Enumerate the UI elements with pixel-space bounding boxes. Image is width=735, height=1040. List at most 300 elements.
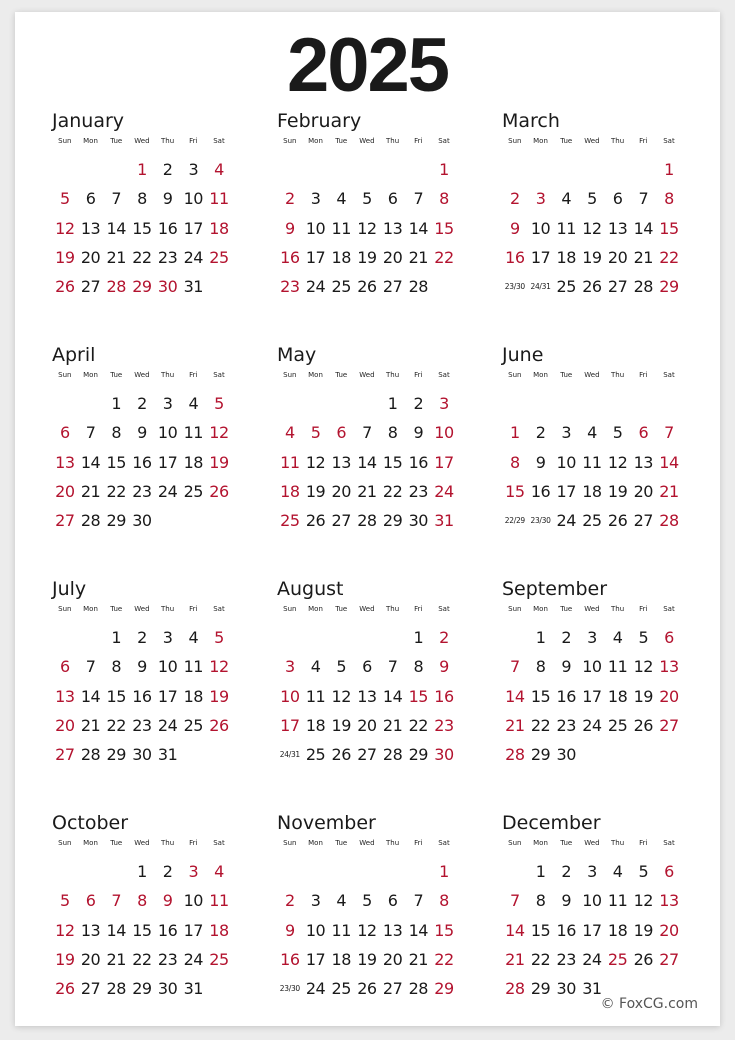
day-cell: 17 bbox=[280, 715, 300, 735]
week-row bbox=[52, 243, 234, 272]
month-march bbox=[502, 110, 684, 301]
day-cell: 28 bbox=[106, 979, 126, 999]
day-cell: 28 bbox=[505, 979, 525, 999]
day-cell: 10 bbox=[183, 891, 203, 911]
day-cell: 12 bbox=[633, 891, 653, 911]
weekday-label: Tue bbox=[560, 605, 573, 613]
day-cell: 3 bbox=[310, 891, 321, 911]
day-cell: 27 bbox=[357, 745, 377, 765]
day-cell: 8 bbox=[439, 189, 449, 209]
day-cell: 11 bbox=[183, 423, 203, 443]
day-cell: 10 bbox=[556, 452, 576, 472]
day-cell: 1 bbox=[535, 628, 546, 647]
empty-cell bbox=[405, 155, 431, 184]
weekday-label: Fri bbox=[414, 371, 423, 379]
day-cell: 23 bbox=[157, 247, 178, 267]
day-cell: 23 bbox=[408, 481, 428, 501]
month-name: December bbox=[502, 812, 601, 834]
day-cell: 19 bbox=[357, 247, 377, 267]
day-cell: 26 bbox=[357, 277, 377, 297]
weekday-label: Sun bbox=[58, 839, 72, 847]
week-row bbox=[52, 418, 234, 447]
empty-cell bbox=[431, 272, 457, 301]
empty-cell bbox=[528, 389, 554, 418]
day-cell: 19 bbox=[209, 686, 229, 706]
day-cell: 5 bbox=[336, 657, 347, 677]
day-cell: 12 bbox=[357, 218, 377, 238]
weekday-label: Sat bbox=[213, 605, 225, 613]
day-cell: 30 bbox=[556, 745, 576, 765]
day-cell: 11 bbox=[607, 891, 628, 911]
day-cell: 15 bbox=[106, 686, 126, 706]
day-cell: 7 bbox=[111, 189, 122, 209]
weekday-label: Wed bbox=[134, 371, 150, 379]
day-cell: 21 bbox=[357, 481, 377, 501]
day-cell: 20 bbox=[607, 247, 628, 267]
day-cell: 14 bbox=[80, 686, 101, 706]
weekday-header bbox=[52, 603, 234, 615]
day-cell: 28 bbox=[357, 511, 377, 531]
weekday-label: Thu bbox=[161, 371, 175, 379]
day-cell: 28 bbox=[408, 277, 428, 297]
month-name: June bbox=[502, 344, 544, 366]
day-cell: 6 bbox=[664, 862, 674, 881]
weekday-label: Fri bbox=[189, 371, 198, 379]
weekday-header bbox=[277, 603, 459, 615]
day-cell: 17 bbox=[556, 481, 576, 501]
month-name: March bbox=[502, 110, 560, 132]
day-cell: 13 bbox=[331, 452, 351, 472]
weekday-label: Mon bbox=[533, 371, 548, 379]
day-cell: 23/30 bbox=[530, 516, 551, 526]
weekday-label: Sun bbox=[508, 605, 522, 613]
day-cell: 17 bbox=[183, 218, 203, 238]
day-cell: 9 bbox=[285, 218, 295, 238]
week-row bbox=[52, 945, 234, 974]
day-cell: 26 bbox=[633, 715, 653, 735]
day-cell: 17 bbox=[157, 686, 178, 706]
weekday-header bbox=[277, 135, 459, 147]
day-cell: 11 bbox=[331, 218, 351, 238]
day-cell: 20 bbox=[80, 247, 101, 267]
day-cell: 13 bbox=[382, 920, 403, 940]
week-row bbox=[277, 155, 459, 184]
day-cell: 22 bbox=[132, 949, 152, 969]
day-cell: 24 bbox=[556, 511, 576, 531]
day-cell: 3 bbox=[439, 394, 449, 413]
day-cell: 27 bbox=[80, 979, 101, 999]
day-cell: 29 bbox=[382, 511, 403, 531]
month-name: January bbox=[52, 110, 125, 132]
empty-cell bbox=[180, 506, 206, 535]
weekday-label: Sun bbox=[508, 839, 522, 847]
weekday-label: Fri bbox=[639, 371, 648, 379]
day-cell: 22/29 bbox=[504, 516, 525, 526]
day-cell: 12 bbox=[357, 920, 377, 940]
day-cell: 10 bbox=[280, 686, 300, 706]
weekday-label: Wed bbox=[359, 605, 375, 613]
day-cell: 22 bbox=[408, 715, 428, 735]
week-row bbox=[277, 711, 459, 740]
day-cell: 1 bbox=[439, 160, 449, 179]
day-cell: 28 bbox=[408, 979, 428, 999]
empty-cell bbox=[180, 740, 206, 769]
day-cell: 19 bbox=[331, 715, 351, 735]
weekday-label: Thu bbox=[611, 137, 625, 145]
week-row bbox=[277, 682, 459, 711]
day-cell: 11 bbox=[183, 657, 203, 677]
week-row bbox=[52, 477, 234, 506]
weekday-label: Wed bbox=[584, 137, 600, 145]
day-cell: 20 bbox=[382, 247, 403, 267]
weekday-label: Thu bbox=[611, 605, 625, 613]
day-cell: 5 bbox=[60, 189, 70, 209]
day-cell: 13 bbox=[55, 686, 75, 706]
day-cell: 13 bbox=[659, 657, 679, 677]
month-june bbox=[502, 344, 684, 535]
week-row bbox=[502, 916, 684, 945]
day-cell: 28 bbox=[80, 745, 101, 765]
empty-cell bbox=[630, 740, 656, 769]
day-cell: 4 bbox=[188, 394, 199, 413]
day-cell: 17 bbox=[582, 686, 602, 706]
day-cell: 31 bbox=[434, 511, 454, 531]
day-cell: 21 bbox=[505, 715, 525, 735]
week-row bbox=[277, 623, 459, 652]
weekday-label: Sat bbox=[663, 839, 675, 847]
weekday-label: Tue bbox=[110, 137, 123, 145]
day-cell: 27 bbox=[55, 511, 75, 531]
week-row bbox=[502, 886, 684, 915]
weekday-label: Sun bbox=[283, 839, 297, 847]
empty-cell bbox=[605, 740, 631, 769]
day-cell: 1 bbox=[111, 394, 122, 413]
day-cell: 25 bbox=[582, 511, 602, 531]
day-cell: 20 bbox=[659, 686, 679, 706]
day-cell: 18 bbox=[183, 686, 203, 706]
day-cell: 16 bbox=[157, 920, 178, 940]
week-row bbox=[502, 477, 684, 506]
day-cell: 8 bbox=[664, 189, 674, 209]
day-cell: 23 bbox=[132, 715, 152, 735]
weekday-header bbox=[502, 603, 684, 615]
weekday-label: Sun bbox=[508, 371, 522, 379]
week-row bbox=[52, 974, 234, 1003]
day-cell: 14 bbox=[633, 218, 653, 238]
week-row bbox=[52, 389, 234, 418]
empty-cell bbox=[502, 155, 528, 184]
day-cell: 16 bbox=[408, 452, 428, 472]
day-cell: 30 bbox=[157, 979, 178, 999]
day-cell: 8 bbox=[387, 423, 398, 443]
weekday-label: Fri bbox=[189, 137, 198, 145]
day-cell: 5 bbox=[310, 423, 321, 443]
day-cell: 19 bbox=[357, 949, 377, 969]
day-cell: 7 bbox=[362, 423, 372, 443]
day-cell: 2 bbox=[285, 189, 295, 209]
day-cell: 16 bbox=[280, 949, 300, 969]
day-cell: 21 bbox=[106, 949, 126, 969]
day-cell: 19 bbox=[209, 452, 229, 472]
weekday-label: Thu bbox=[611, 371, 625, 379]
day-cell: 27 bbox=[633, 511, 653, 531]
day-cell: 31 bbox=[183, 979, 203, 999]
weekday-label: Sat bbox=[213, 371, 225, 379]
day-cell: 11 bbox=[331, 920, 351, 940]
week-row bbox=[277, 945, 459, 974]
day-cell: 22 bbox=[434, 247, 454, 267]
day-cell: 12 bbox=[55, 218, 75, 238]
day-cell: 17 bbox=[582, 920, 602, 940]
day-cell: 10 bbox=[582, 657, 602, 677]
day-cell: 17 bbox=[183, 920, 203, 940]
empty-cell bbox=[328, 389, 354, 418]
day-cell: 2 bbox=[510, 189, 520, 209]
weekday-label: Thu bbox=[161, 839, 175, 847]
day-cell: 25 bbox=[209, 247, 229, 267]
day-cell: 3 bbox=[587, 628, 597, 647]
day-cell: 16 bbox=[530, 481, 551, 501]
week-row bbox=[52, 272, 234, 301]
month-october bbox=[52, 812, 234, 1003]
day-cell: 8 bbox=[137, 189, 147, 209]
weekday-label: Sun bbox=[283, 137, 297, 145]
day-cell: 23 bbox=[157, 949, 178, 969]
day-cell: 10 bbox=[157, 423, 178, 443]
weekday-label: Mon bbox=[533, 137, 548, 145]
day-cell: 8 bbox=[413, 657, 424, 677]
weekday-label: Sun bbox=[58, 137, 72, 145]
day-cell: 6 bbox=[85, 189, 96, 209]
day-cell: 26 bbox=[357, 979, 377, 999]
day-cell: 6 bbox=[664, 628, 674, 647]
day-cell: 2 bbox=[561, 628, 572, 647]
day-cell: 1 bbox=[137, 862, 147, 881]
empty-cell bbox=[553, 155, 579, 184]
weekday-label: Mon bbox=[83, 839, 98, 847]
day-cell: 28 bbox=[382, 745, 403, 765]
weekday-label: Mon bbox=[308, 605, 323, 613]
week-row bbox=[277, 418, 459, 447]
weekday-label: Tue bbox=[335, 371, 348, 379]
day-cell: 29 bbox=[530, 979, 551, 999]
month-name: September bbox=[502, 578, 608, 600]
empty-cell bbox=[277, 389, 303, 418]
weekday-label: Fri bbox=[414, 137, 423, 145]
day-cell: 7 bbox=[413, 891, 424, 911]
day-cell: 29 bbox=[659, 277, 679, 297]
day-cell: 13 bbox=[633, 452, 653, 472]
day-cell: 1 bbox=[111, 628, 122, 647]
day-cell: 17 bbox=[305, 949, 326, 969]
day-cell: 26 bbox=[55, 277, 75, 297]
day-cell: 4 bbox=[214, 862, 224, 881]
day-cell: 13 bbox=[80, 218, 101, 238]
day-cell: 20 bbox=[382, 949, 403, 969]
day-cell: 5 bbox=[362, 189, 372, 209]
day-cell: 13 bbox=[357, 686, 377, 706]
day-cell: 14 bbox=[106, 218, 126, 238]
day-cell: 30 bbox=[132, 745, 152, 765]
month-may bbox=[277, 344, 459, 535]
day-cell: 4 bbox=[188, 628, 199, 647]
day-cell: 29 bbox=[408, 745, 428, 765]
empty-cell bbox=[405, 857, 431, 886]
month-september bbox=[502, 578, 684, 769]
day-cell: 9 bbox=[162, 891, 173, 911]
weekday-label: Wed bbox=[359, 839, 375, 847]
week-row bbox=[277, 214, 459, 243]
day-cell: 6 bbox=[336, 423, 347, 443]
day-cell: 7 bbox=[638, 189, 649, 209]
empty-cell bbox=[206, 272, 232, 301]
day-cell: 13 bbox=[55, 452, 75, 472]
day-cell: 26 bbox=[209, 715, 229, 735]
day-cell: 4 bbox=[561, 189, 572, 209]
day-cell: 25 bbox=[607, 715, 628, 735]
day-cell: 23/30 bbox=[504, 282, 525, 292]
day-cell: 18 bbox=[331, 247, 351, 267]
weekday-label: Sat bbox=[438, 371, 450, 379]
day-cell: 25 bbox=[556, 277, 576, 297]
weekday-label: Sat bbox=[438, 137, 450, 145]
week-row bbox=[52, 682, 234, 711]
year-title: 2025 bbox=[286, 23, 449, 108]
day-cell: 17 bbox=[434, 452, 454, 472]
empty-cell bbox=[579, 155, 605, 184]
day-cell: 29 bbox=[106, 511, 126, 531]
day-cell: 9 bbox=[510, 218, 520, 238]
day-cell: 9 bbox=[413, 423, 424, 443]
day-cell: 10 bbox=[582, 891, 602, 911]
day-cell: 5 bbox=[214, 628, 224, 647]
day-cell: 26 bbox=[55, 979, 75, 999]
day-cell: 18 bbox=[209, 218, 229, 238]
day-cell: 14 bbox=[357, 452, 377, 472]
weekday-header bbox=[502, 837, 684, 849]
empty-cell bbox=[103, 857, 129, 886]
day-cell: 3 bbox=[285, 657, 295, 677]
weekday-label: Thu bbox=[386, 605, 400, 613]
weekday-label: Sat bbox=[663, 137, 675, 145]
day-cell: 19 bbox=[55, 247, 75, 267]
weekday-label: Mon bbox=[308, 137, 323, 145]
day-cell: 8 bbox=[510, 452, 520, 472]
month-january bbox=[52, 110, 234, 301]
day-cell: 3 bbox=[310, 189, 321, 209]
day-cell: 3 bbox=[561, 423, 572, 443]
day-cell: 30 bbox=[434, 745, 454, 765]
weekday-label: Fri bbox=[639, 839, 648, 847]
day-cell: 29 bbox=[434, 979, 454, 999]
day-cell: 26 bbox=[331, 745, 351, 765]
month-name: October bbox=[52, 812, 129, 834]
day-cell: 3 bbox=[188, 862, 199, 881]
day-cell: 14 bbox=[505, 686, 525, 706]
day-cell: 28 bbox=[106, 277, 126, 297]
weekday-header bbox=[277, 837, 459, 849]
day-cell: 2 bbox=[162, 160, 173, 179]
weekday-label: Sun bbox=[58, 371, 72, 379]
day-cell: 28 bbox=[505, 745, 525, 765]
week-row bbox=[52, 155, 234, 184]
day-cell: 24 bbox=[183, 949, 203, 969]
month-name: August bbox=[277, 578, 344, 600]
day-cell: 14 bbox=[408, 920, 428, 940]
day-cell: 21 bbox=[408, 247, 428, 267]
day-cell: 21 bbox=[106, 247, 126, 267]
day-cell: 26 bbox=[633, 949, 653, 969]
weekday-label: Wed bbox=[134, 839, 150, 847]
day-cell: 5 bbox=[214, 394, 224, 413]
day-cell: 20 bbox=[55, 481, 75, 501]
month-august bbox=[277, 578, 459, 769]
empty-cell bbox=[380, 155, 406, 184]
weekday-header bbox=[502, 135, 684, 147]
day-cell: 7 bbox=[111, 891, 122, 911]
week-row bbox=[502, 652, 684, 681]
day-cell: 8 bbox=[137, 891, 147, 911]
day-cell: 30 bbox=[556, 979, 576, 999]
day-cell: 19 bbox=[55, 949, 75, 969]
day-cell: 14 bbox=[382, 686, 403, 706]
day-cell: 16 bbox=[132, 452, 152, 472]
empty-cell bbox=[155, 506, 181, 535]
day-cell: 25 bbox=[183, 481, 203, 501]
weekday-label: Sun bbox=[508, 137, 522, 145]
month-november bbox=[277, 812, 459, 1003]
day-cell: 25 bbox=[331, 277, 351, 297]
day-cell: 1 bbox=[413, 628, 424, 647]
day-cell: 11 bbox=[305, 686, 326, 706]
day-cell: 12 bbox=[209, 657, 229, 677]
empty-cell bbox=[354, 155, 380, 184]
day-cell: 11 bbox=[582, 452, 602, 472]
week-row bbox=[502, 506, 684, 535]
day-cell: 27 bbox=[659, 715, 679, 735]
day-cell: 16 bbox=[556, 686, 576, 706]
day-cell: 15 bbox=[505, 481, 525, 501]
day-cell: 23 bbox=[434, 715, 454, 735]
weekday-label: Wed bbox=[584, 371, 600, 379]
day-cell: 31 bbox=[157, 745, 178, 765]
day-cell: 19 bbox=[607, 481, 628, 501]
weekday-label: Mon bbox=[308, 371, 323, 379]
weekday-header bbox=[52, 135, 234, 147]
empty-cell bbox=[78, 857, 104, 886]
day-cell: 15 bbox=[434, 218, 454, 238]
empty-cell bbox=[277, 155, 303, 184]
day-cell: 6 bbox=[60, 423, 70, 443]
day-cell: 15 bbox=[434, 920, 454, 940]
day-cell: 24 bbox=[157, 481, 178, 501]
day-cell: 8 bbox=[111, 657, 122, 677]
day-cell: 10 bbox=[305, 920, 326, 940]
day-cell: 2 bbox=[162, 862, 173, 881]
day-cell: 11 bbox=[209, 189, 229, 209]
day-cell: 10 bbox=[157, 657, 178, 677]
month-name: May bbox=[277, 344, 317, 366]
empty-cell bbox=[354, 857, 380, 886]
day-cell: 2 bbox=[413, 394, 424, 413]
day-cell: 10 bbox=[530, 218, 551, 238]
day-cell: 12 bbox=[331, 686, 351, 706]
week-row bbox=[277, 506, 459, 535]
week-row bbox=[277, 740, 459, 769]
day-cell: 2 bbox=[285, 891, 295, 911]
day-cell: 16 bbox=[434, 686, 454, 706]
day-cell: 25 bbox=[280, 511, 300, 531]
